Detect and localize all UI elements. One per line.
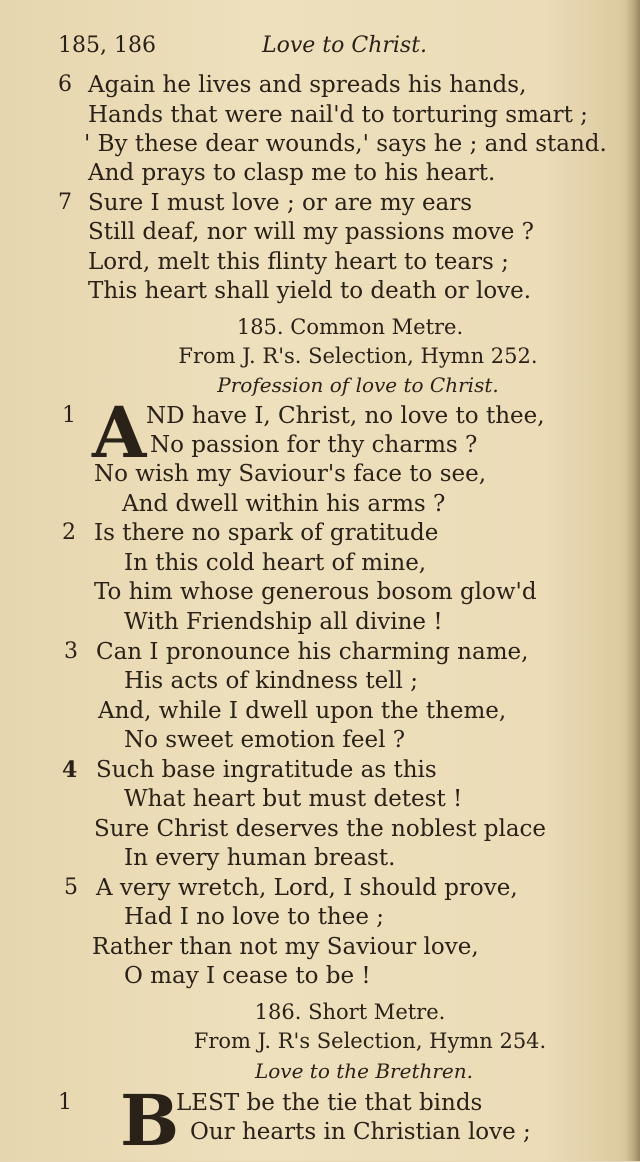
hymn-subject: Profession of love to Christ. — [217, 373, 499, 397]
page-numbers: 185, 186 — [58, 33, 156, 58]
verse-line: And dwell within his arms ? — [122, 491, 446, 517]
verse-number: 6 — [58, 72, 72, 97]
verse-line: No passion for thy charms ? — [150, 432, 478, 458]
verse-line: Still deaf, nor will my passions move ? — [88, 219, 534, 245]
verse-line: ND have I, Christ, no love to thee, — [146, 403, 545, 429]
verse-number: 3 — [64, 639, 78, 664]
verse-number: 7 — [58, 190, 72, 215]
verse-line: To him whose generous bosom glow'd — [94, 579, 537, 605]
verse-line: Again he lives and spreads his hands, — [88, 72, 527, 98]
hymn-subject: Love to the Brethren. — [254, 1059, 473, 1083]
drop-cap: B — [120, 1079, 180, 1162]
verse-number: 1 — [58, 1090, 72, 1115]
verse-line: Hands that were nail'd to torturing smart ; — [88, 102, 588, 128]
drop-cap: A — [92, 391, 147, 474]
verse-line: Rather than not my Saviour love, — [92, 934, 479, 960]
verse-number: 2 — [62, 520, 76, 545]
page-edge-shadow — [626, 0, 640, 1161]
verse-line: LEST be the tie that binds — [176, 1090, 483, 1116]
verse-line: This heart shall yield to death or love. — [88, 278, 532, 304]
verse-line: A very wretch, Lord, I should prove, — [96, 875, 518, 901]
verse-line: In this cold heart of mine, — [124, 550, 427, 576]
hymn-title: 185. Common Metre. — [236, 315, 464, 339]
hymn-title: 186. Short Metre. — [254, 1000, 446, 1024]
verse-line: Lord, melt this flinty heart to tears ; — [88, 249, 509, 275]
verse-line: In every human breast. — [124, 845, 396, 871]
hymn-source: From J. R's. Selection, Hymn 252. — [178, 344, 538, 368]
verse-line: Can I pronounce his charming name, — [96, 639, 529, 665]
verse-line: ' By these dear wounds,' says he ; and stand. — [84, 131, 607, 157]
running-title: Love to Christ. — [262, 33, 428, 58]
verse-line: Our hearts in Christian love ; — [190, 1119, 531, 1145]
verse-line: Sure I must love ; or are my ears — [88, 190, 473, 216]
verse-line: His acts of kindness tell ; — [124, 668, 418, 694]
verse-line: And, while I dwell upon the theme, — [98, 698, 507, 724]
verse-number: 4 — [62, 757, 78, 783]
verse-number: 5 — [64, 875, 78, 900]
verse-number: 1 — [62, 403, 76, 428]
verse-line: Sure Christ deserves the noblest place — [94, 816, 547, 842]
hymn-source: From J. R's Selection, Hymn 254. — [193, 1029, 547, 1053]
verse-line: Is there no spark of gratitude — [94, 520, 439, 546]
verse-line: O may I cease to be ! — [124, 963, 371, 989]
verse-line: What heart but must detest ! — [124, 786, 463, 812]
verse-line: No wish my Saviour's face to see, — [94, 461, 487, 487]
verse-line: Had I no love to thee ; — [124, 904, 385, 930]
verse-line: With Friendship all divine ! — [124, 609, 443, 635]
verse-line: Such base ingratitude as this — [96, 757, 437, 783]
verse-line: And prays to clasp me to his heart. — [88, 160, 496, 186]
verse-line: No sweet emotion feel ? — [124, 727, 406, 753]
